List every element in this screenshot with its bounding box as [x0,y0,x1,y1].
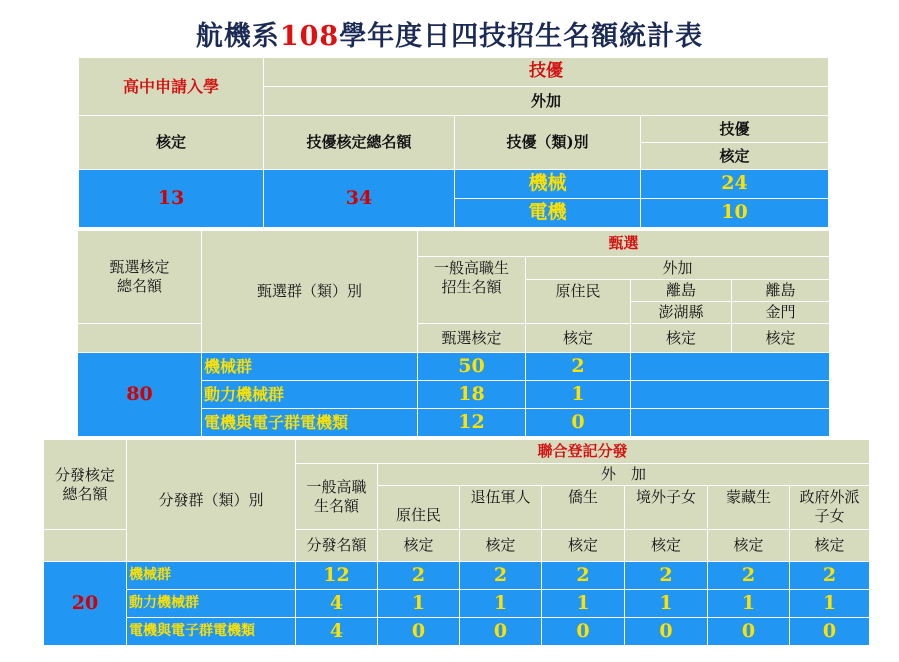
value-cell: 1 [542,590,625,618]
value-cell: 0 [625,618,708,646]
col-general-line2: 生名額 [313,496,359,515]
sub-approved: 核定 [460,530,542,562]
value-cell: 2 [625,562,708,590]
col-general [418,257,526,324]
col-island-penghu-sub: 澎湖縣 [631,302,732,324]
category-cell: 電機 [455,199,641,228]
col-total-line1: 甄選核定 [109,258,170,277]
empty-cell [631,353,830,381]
value-cell: 2 [542,562,625,590]
sub-general: 分發名額 [296,530,378,562]
value-cell: 1 [378,590,460,618]
approved-value: 13 [79,170,264,228]
col-mongolian-tibetan: 蒙藏生 [708,486,790,530]
col-approved: 核定 [79,116,264,170]
col-veterans: 退伍軍人 [460,486,542,530]
empty-cell [631,381,830,409]
col-group: 甄選群（類）別 [202,231,418,353]
col-gov-line2: 子女 [814,506,845,525]
group-cell: 機械群 [202,353,418,381]
indigenous-cell: 0 [526,409,631,437]
sub-approved: 核定 [790,530,870,562]
value-cell: 4 [296,618,378,646]
sub-approved: 核定 [378,530,460,562]
count-cell: 10 [641,199,829,228]
value-cell: 12 [296,562,378,590]
page-title [0,14,899,53]
category-cell: 機械 [455,170,641,199]
total-value: 34 [264,170,455,228]
col-total: 技優核定總名額 [264,116,455,170]
col-total-line2: 總名額 [116,277,162,295]
value-cell: 2 [708,562,790,590]
col-island-kinmen-sub: 金門 [732,302,830,324]
count-cell: 24 [641,170,829,199]
extra-header: 外 加 [378,464,870,486]
group-cell: 電機與電子群電機類 [202,409,418,437]
sub-approved: 核定 [631,324,732,353]
col-total [78,231,202,324]
selection-header: 甄選 [418,231,830,257]
value-cell: 4 [296,590,378,618]
col-general-line1: 一般高職 [306,477,367,496]
title-suffix: 學年度日四技招生名額統計表 [339,21,704,52]
group-cell: 電機與電子群電機類 [127,618,296,646]
sub-approved: 核定 [708,530,790,562]
general-cell: 50 [418,353,526,381]
col-general-line1: 一般高職生 [433,259,509,277]
value-cell: 0 [790,618,870,646]
sub-approved: 核定 [732,324,830,353]
col-indigenous: 原住民 [526,280,631,324]
admission-type: 高中申請入學 [79,58,264,116]
group-cell: 動力機械群 [202,381,418,409]
extra-header: 外加 [526,257,830,280]
value-cell: 1 [708,590,790,618]
value-cell: 1 [790,590,870,618]
table-application-admission [78,57,829,228]
value-cell: 2 [378,562,460,590]
col-island-kinmen: 離島 [732,280,830,302]
total-value: 80 [78,353,202,437]
col-skill: 技優 [641,116,829,143]
value-cell: 0 [708,618,790,646]
col-general-line2: 招生名額 [441,277,502,296]
total-value: 20 [44,562,127,646]
value-cell: 0 [542,618,625,646]
value-cell: 0 [460,618,542,646]
col-total [44,440,127,530]
col-group: 分發群（類）別 [127,440,296,562]
table-selection [77,230,830,437]
col-general [296,464,378,530]
col-overseas-children: 境外子女 [625,486,708,530]
empty-cell [631,409,830,437]
value-cell: 1 [460,590,542,618]
blank-cell [78,324,202,353]
general-cell: 18 [418,381,526,409]
skill-excellence-header: 技優 [264,58,829,87]
indigenous-cell: 2 [526,353,631,381]
col-island-penghu: 離島 [631,280,732,302]
value-cell: 2 [460,562,542,590]
col-skill-sub: 核定 [641,143,829,170]
table-joint-registration [43,439,870,646]
title-year: 108 [279,21,340,52]
title-prefix: 航機系 [195,21,280,52]
extra-header: 外加 [264,87,829,116]
sub-general: 甄選核定 [418,324,526,353]
col-total-line1: 分發核定 [54,465,115,484]
col-indigenous: 原住民 [378,486,460,530]
general-cell: 12 [418,409,526,437]
value-cell: 2 [790,562,870,590]
col-gov-line1: 政府外派 [799,488,860,506]
col-category: 技優（類)別 [455,116,641,170]
value-cell: 0 [378,618,460,646]
sub-approved: 核定 [542,530,625,562]
sub-approved: 核定 [625,530,708,562]
group-cell: 機械群 [127,562,296,590]
group-cell: 動力機械群 [127,590,296,618]
col-gov-dispatched [790,486,870,530]
col-total-line2: 總名額 [62,484,108,503]
joint-registration-header: 聯合登記分發 [296,440,870,464]
col-overseas-chinese: 僑生 [542,486,625,530]
blank-cell [44,530,127,562]
value-cell: 1 [625,590,708,618]
sub-approved: 核定 [526,324,631,353]
indigenous-cell: 1 [526,381,631,409]
